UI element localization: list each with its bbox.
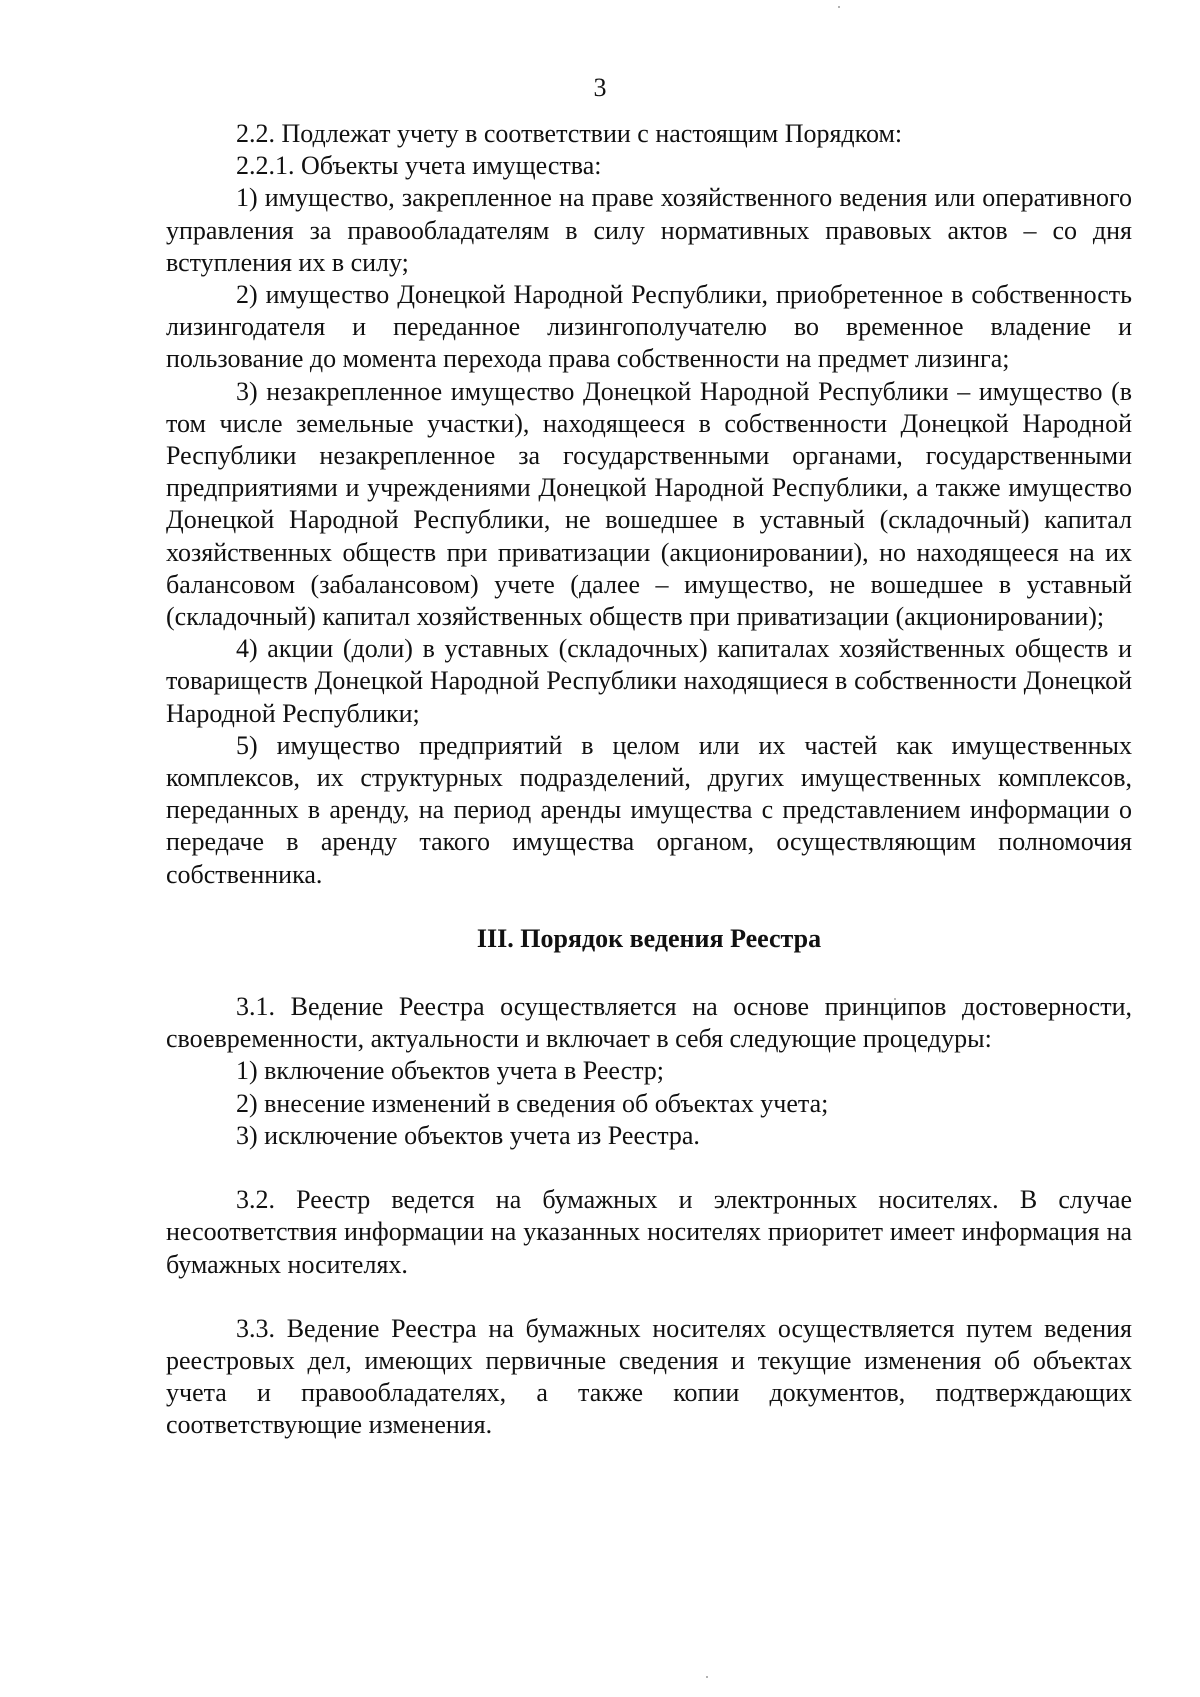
spacer	[166, 1152, 1132, 1184]
procedure-item-2: 2) внесение изменений в сведения об объектах учета;	[236, 1088, 829, 1118]
procedure-item-3: 3) исключение объектов учета из Реестра.	[236, 1120, 700, 1150]
scan-speck	[706, 1676, 708, 1678]
spacer	[166, 1281, 1132, 1313]
paragraph-3-1: 3.1. Ведение Реестра осуществляется на основе принципов достоверности, своевременности, актуальности и включает в себя следующие процедуры:	[166, 992, 1132, 1054]
list-item-3: 3) незакрепленное имущество Донецкой Народной Республики – имущество (в том числе земельные участки), находящееся в собственности Донецкой Народной Республики незакрепленное за государственными органами, государственными предприятиями и учреждениями Донецкой Народной Республики, а также имущество Донецкой Народной Республики, не вошедшее в уставный (складочный) капитал хозяйственных обществ при приватизации (акционировании), но находящееся на их балансовом (забалансовом) учете (далее – имущество, не вошедшее в уставный (складочный) капитал хозяйственных обществ при приватизации (акционировании);	[166, 376, 1132, 632]
list-item-1: 1) имущество, закрепленное на праве хозяйственного ведения или оперативного управления за правообладателям в силу нормативных правовых актов – со дня вступления их в силу;	[166, 183, 1132, 277]
spacer	[166, 891, 1132, 923]
list-item-2: 2) имущество Донецкой Народной Республики, приобретенное в собственность лизингодателя и переданное лизингополучателю во временное владение и пользование до момента перехода права собственности на предмет лизинга;	[166, 280, 1132, 374]
paragraph-3-2: 3.2. Реестр ведется на бумажных и электронных носителях. В случае несоответствия информации на указанных носителях приоритет имеет информация на бумажных носителях.	[166, 1185, 1132, 1279]
spacer	[166, 955, 1132, 991]
paragraph-2-2-1: 2.2.1. Объекты учета имущества:	[236, 151, 602, 181]
paragraph-2-2: 2.2. Подлежат учету в соответствии с настоящим Порядком:	[236, 119, 903, 148]
procedure-item-1: 1) включение объектов учета в Реестр;	[236, 1056, 665, 1086]
section-heading: III. Порядок ведения Реестра	[476, 923, 822, 953]
paragraph-3-3: 3.3. Ведение Реестра на бумажных носителях осуществляется путем ведения реестровых дел, имеющих первичные сведения и текущие изменения об объектах учета и правообладателях, а также копии документов, подтверждающих соответствующие изменения.	[166, 1313, 1132, 1440]
page-number: 3	[593, 73, 607, 102]
list-item-4: 4) акции (доли) в уставных (складочных) капиталах хозяйственных обществ и товариществ Донецкой Народной Республики находящиеся в собственности Донецкой Народной Республики;	[166, 634, 1132, 728]
list-item-5: 5) имущество предприятий в целом или их частей как имущественных комплексов, их структурных подразделений, других имущественных комплексов, переданных в аренду, на период аренды имущества с представлением информации о передаче в аренду такого имущества органом, осуществляющим полномочия собственника.	[166, 730, 1132, 889]
document-body	[166, 118, 1132, 1442]
scan-speck	[838, 6, 840, 8]
